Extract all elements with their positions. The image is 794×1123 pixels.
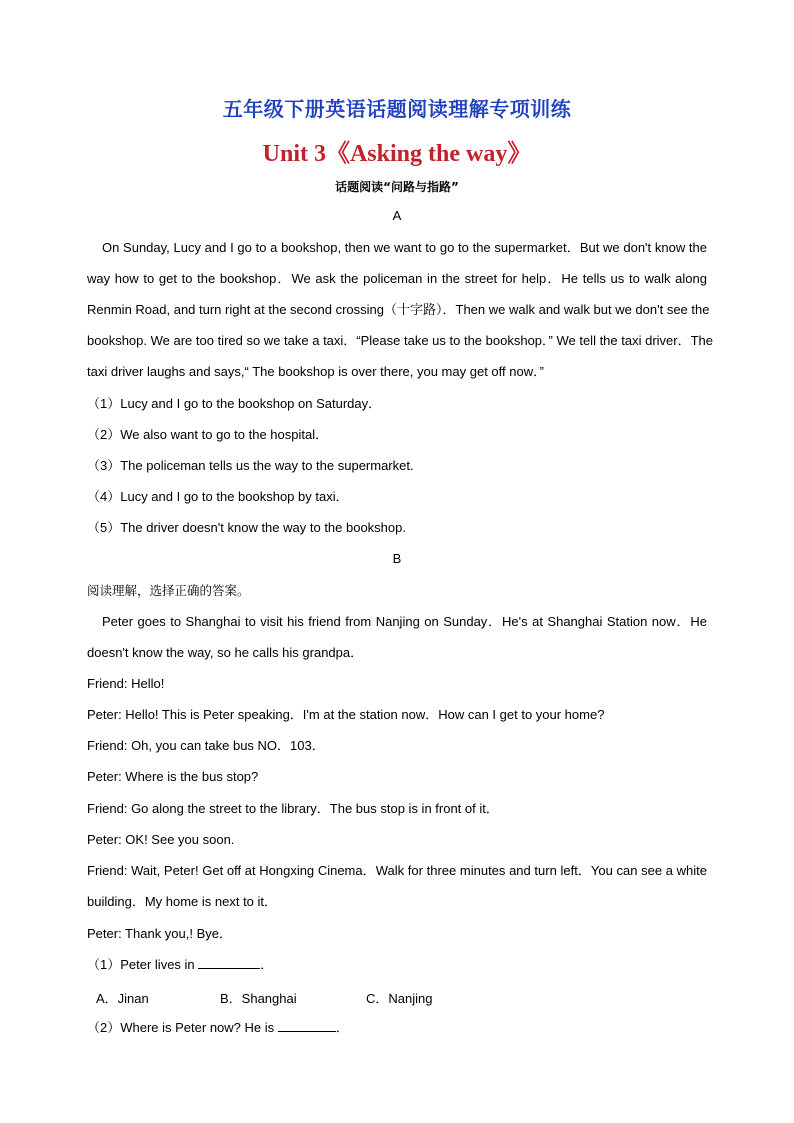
section-b-instruction: 阅读理解，选择正确的答案。 <box>87 583 250 598</box>
question-b-1-stem: （1）Peter lives in <box>87 957 199 972</box>
question-a-2: （2）We also want to go to the hospital． <box>87 427 329 442</box>
question-b-1-end: ． <box>260 957 274 972</box>
question-a-3: （3）The policeman tells us the way to the supermarket. <box>87 458 414 473</box>
passage-a-line: bookshop. We are too tired so we take a taxi．“Please take us to the bookshop．” We tell the taxi driver．The <box>87 333 714 348</box>
dialogue-line: Friend: Wait, Peter! Get off at Hongxing Cinema．Walk for three minutes and turn left．You can see a white <box>87 863 707 878</box>
dialogue-line: Friend: Oh, you can take bus NO．103． <box>87 738 325 753</box>
dialogue-line: Friend: Hello! <box>87 676 165 691</box>
question-b-2-end: ． <box>335 1020 349 1035</box>
passage-b-line: doesn't know the way, so he calls his grandpa． <box>87 645 364 660</box>
topic-subtitle: 话题阅读“问路与指路” <box>335 180 459 194</box>
question-a-5: （5）The driver doesn't know the way to the bookshop. <box>87 520 406 535</box>
option-b: B．Shanghai <box>220 991 297 1006</box>
question-b-2 <box>87 1019 707 1037</box>
question-b-1 <box>87 956 707 974</box>
section-a-label: A <box>392 208 402 223</box>
option-a: A．Jinan <box>96 991 149 1006</box>
dialogue-line: Friend: Go along the street to the library．The bus stop is in front of it． <box>87 801 499 816</box>
dialogue-line: Peter: Where is the bus stop? <box>87 769 259 784</box>
passage-a-line: On Sunday, Lucy and I go to a bookshop, then we want to go to the supermarket．But we don't know the <box>102 240 707 255</box>
worksheet-title: 五年级下册英语话题阅读理解专项训练 <box>222 97 572 121</box>
question-a-1: （1）Lucy and I go to the bookshop on Saturday． <box>87 396 382 411</box>
answer-blank[interactable] <box>278 1019 336 1032</box>
dialogue-line: Peter: Hello! This is Peter speaking．I'm at the station now．How can I get to your home? <box>87 707 605 722</box>
question-b-2-stem: （2）Where is Peter now? He is <box>87 1020 278 1035</box>
dialogue-line: Peter: Thank you,! Bye． <box>87 926 232 941</box>
answer-blank[interactable] <box>198 956 260 969</box>
section-b-label: B <box>392 551 402 566</box>
dialogue-line: building．My home is next to it． <box>87 894 278 909</box>
option-c: C．Nanjing <box>366 991 433 1006</box>
passage-a-line: Renmin Road, and turn right at the second crossing（十字路）．Then we walk and walk but we don't see the <box>87 302 710 317</box>
question-a-4: （4）Lucy and I go to the bookshop by taxi． <box>87 489 349 504</box>
unit-title: Unit 3《Asking the way》 <box>262 141 532 167</box>
passage-a-line: way how to get to the bookshop．We ask the policeman in the street for help．He tells us to walk along <box>87 271 707 286</box>
passage-b-line: Peter goes to Shanghai to visit his friend from Nanjing on Sunday．He's at Shanghai Station now．He <box>102 614 707 629</box>
dialogue-line: Peter: OK! See you soon. <box>87 832 235 847</box>
passage-a-line: taxi driver laughs and says,“ The bookshop is over there, you may get off now．” <box>87 364 544 379</box>
